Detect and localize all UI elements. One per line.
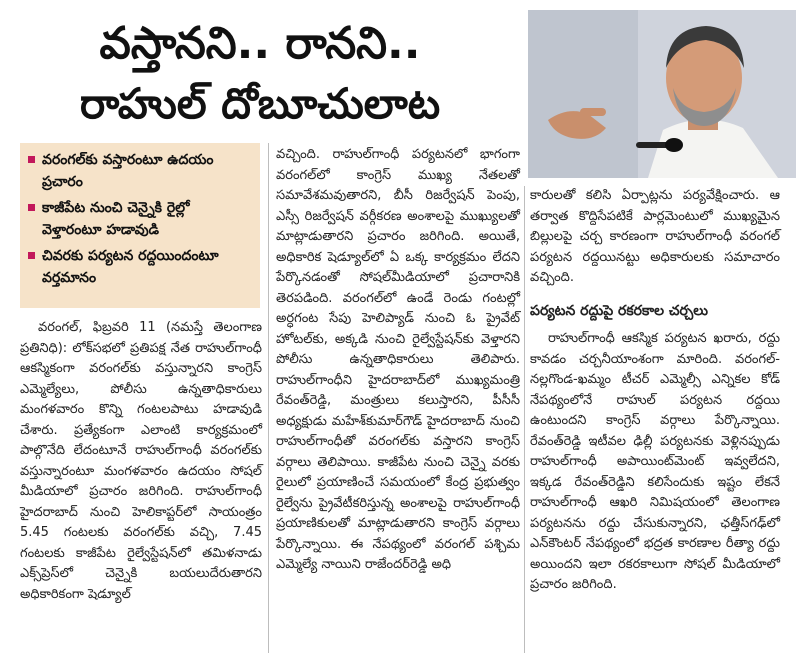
headline-line-2: రాహుల్ దోబూచులాట: [79, 79, 441, 128]
highlight-item: [28, 245, 252, 289]
column-divider: [524, 186, 525, 653]
highlight-item: [28, 149, 252, 193]
square-bullet-icon: [28, 204, 35, 211]
highlight-item: [28, 197, 252, 241]
square-bullet-icon: [28, 156, 35, 163]
news-photo: [528, 10, 796, 178]
highlight-text: చివరకు పర్యటన రద్దయిందంటూ వర్తమానం: [42, 248, 219, 286]
article-text: రాహుల్‌గాంధీ ఆకస్మిక పర్యటన ఖరారు, రద్దు కావడం చర్చనీయాంశంగా మారింది. వరంగల్-నల్లగొండ-ఖమ్మం టీచర్ ఎమ్మెల్సీ ఎన్నికల కోడ్ నేపథ్యంలోనే రాహుల్ పర్యటన రద్దయి ఉంటుందని కాంగ్రెస్ వర్గాలు పేర్కొన్నాయి. రేవంత్‌రెడ్డి ఇటీవల ఢిల్లీ పర్యటనకు వెళ్లినప్పుడు రాహుల్‌గాంధీ అపాయింట్‌మెంట్ ఇవ్వలేదని, ఇక్కడ రేవంత్‌రెడ్డిని కలిసేందుకు ఇష్టం లేకనే రాహుల్‌గాంధీ ఆఖరి నిమిషయంలో తెలంగాణ పర్యటనను రద్దు చేసుకున్నారని, ఛత్తీస్‌గఢ్‌లో ఎన్‌కౌంటర్ నేపథ్యంలో భద్రత కారణాల రీత్యా రద్దు అయిందని ఇలా రకరకాలుగా సోషల్ మీడియాలో ప్రచారం జరిగింది.: [530, 331, 780, 592]
article-text: లోక్‌సభలో ప్రతిపక్ష నేత రాహుల్‌గాంధీ ఆకస్మికంగా వరంగల్‌కు వస్తున్నారని కాంగ్రెస్ ఎమ్మెల్యేలు, పోలీసు ఉన్నతాధికారులు మంగళవారం కొన్ని గంటలపాటు హడావుడి చేశారు. ప్రత్యేకంగా ఎలాంటి కార్యక్రమంలో పాల్గొనేది లేదంటూనే రాహుల్‌గాంధీ వరంగల్‌కు వస్తున్నారంటూ మంగళవారం ఉదయం సోషల్ మీడియాలో ప్రచారం జరిగింది. రాహుల్‌గాంధీ హైదరాబాద్ నుంచి హెలికాప్టర్‌లో సాయంత్రం 5.45 గంటలకు వరంగల్‌కు వచ్చి, 7.45 గంటలకు కాజీపేట రైల్వేస్టేషన్‌లో తమిళనాడు ఎక్స్‌ప్రెస్‌లో చెన్నైకి బయలుదేరుతారని అధికారికంగా షెడ్యూల్: [20, 340, 262, 602]
article-text: వచ్చింది. రాహుల్‌గాంధీ పర్యటనలో భాగంగా వరంగల్‌లో కాంగ్రెస్ ముఖ్య నేతలతో సమావేశమవుతారని, బీసీ రిజర్వేషన్ పెంపు, ఎస్సీ రిజర్వేషన్ వర్గీకరణ అంశాలపై ముఖ్యులతో మాట్లాడుతారని ప్రచారం జరిగింది. అయితే, అధికారిక షెడ్యూల్‌లో ఏ ఒక్క కార్యక్రమం లేదని పేర్కొనడంతో సోషల్‌మీడియాలో ప్రచారానికి తెరపడింది. వరంగల్‌లో ఉండే రెండు గంటల్లో అర్ధగంట సేపు హెలిప్యాడ్ నుంచి ఓ ప్రైవేట్ హోటల్‌కు, అక్కడి నుంచి రైల్వేస్టేషన్‌కు వెళ్తారని పోలీసు ఉన్నతాధికారులు తెలిపారు. రాహుల్‌గాంధీని హైదరాబాద్‌లో ముఖ్యమంత్రి రేవంత్‌రెడ్డి, మంత్రులు కలుస్తారని, పీసీసీ అధ్యక్షుడు మహేశ్‌కుమార్‌గౌడ్ హైదరాబాద్ నుంచి రాహుల్‌గాంధీతో వరంగల్‌కు వస్తారని కాంగ్రెస్ వర్గాలు తెలిపాయి. కాజీపేట నుంచి చెన్నై వరకు రైలులో ప్రయాణించే సమయంలో కేంద్ర ప్రభుత్వం రైల్వేను ప్రైవేటీకరిస్తున్న అంశాలపై రాహుల్‌గాంధీ ప్రయాణికులతో మాట్లాడుతారని కాంగ్రెస్ వర్గాలు పేర్కొన్నాయి. ఈ నేపథ్యంలో వరంగల్ పశ్చిమ ఎమ్మెల్యే నాయిని రాజేందర్‌రెడ్డి అధి: [276, 147, 520, 572]
square-bullet-icon: [28, 252, 35, 259]
headline: [0, 0, 520, 140]
column-divider: [268, 143, 269, 653]
article-column-1: [20, 318, 262, 605]
highlights-box: [20, 143, 260, 308]
highlight-text: కాజీపేట నుంచి చెన్నైకి రైల్లో వెళ్తారంటూ హడావుడి: [42, 200, 190, 238]
section-subheading: పర్యటన రద్దుపై రకరకాల చర్చలు: [530, 302, 709, 319]
article-text: కారులతో కలిసి ఏర్పాట్లను పర్యవేక్షించారు. ఆ తర్వాత కొద్దిసేపటికే పార్లమెంటులో ముఖ్యమైన బిల్లులపై చర్చ కారణంగా రాహుల్‌గాంధీ వరంగల్ పర్యటన రద్దయినట్టు అధికారులకు సమాచారం వచ్చింది.: [530, 188, 780, 285]
headline-line-1: వస్తానని.. రానని..: [99, 18, 421, 69]
dateline: వరంగల్, ఫిబ్రవరి 11 (నమస్తే తెలంగాణ ప్రతినిధి):: [20, 320, 262, 356]
article-column-3: [530, 186, 780, 596]
article-column-2: [276, 145, 520, 576]
person-photo-illustration: [528, 10, 796, 178]
highlight-text: వరంగల్‌కు వస్తారంటూ ఉదయం ప్రచారం: [42, 152, 214, 190]
